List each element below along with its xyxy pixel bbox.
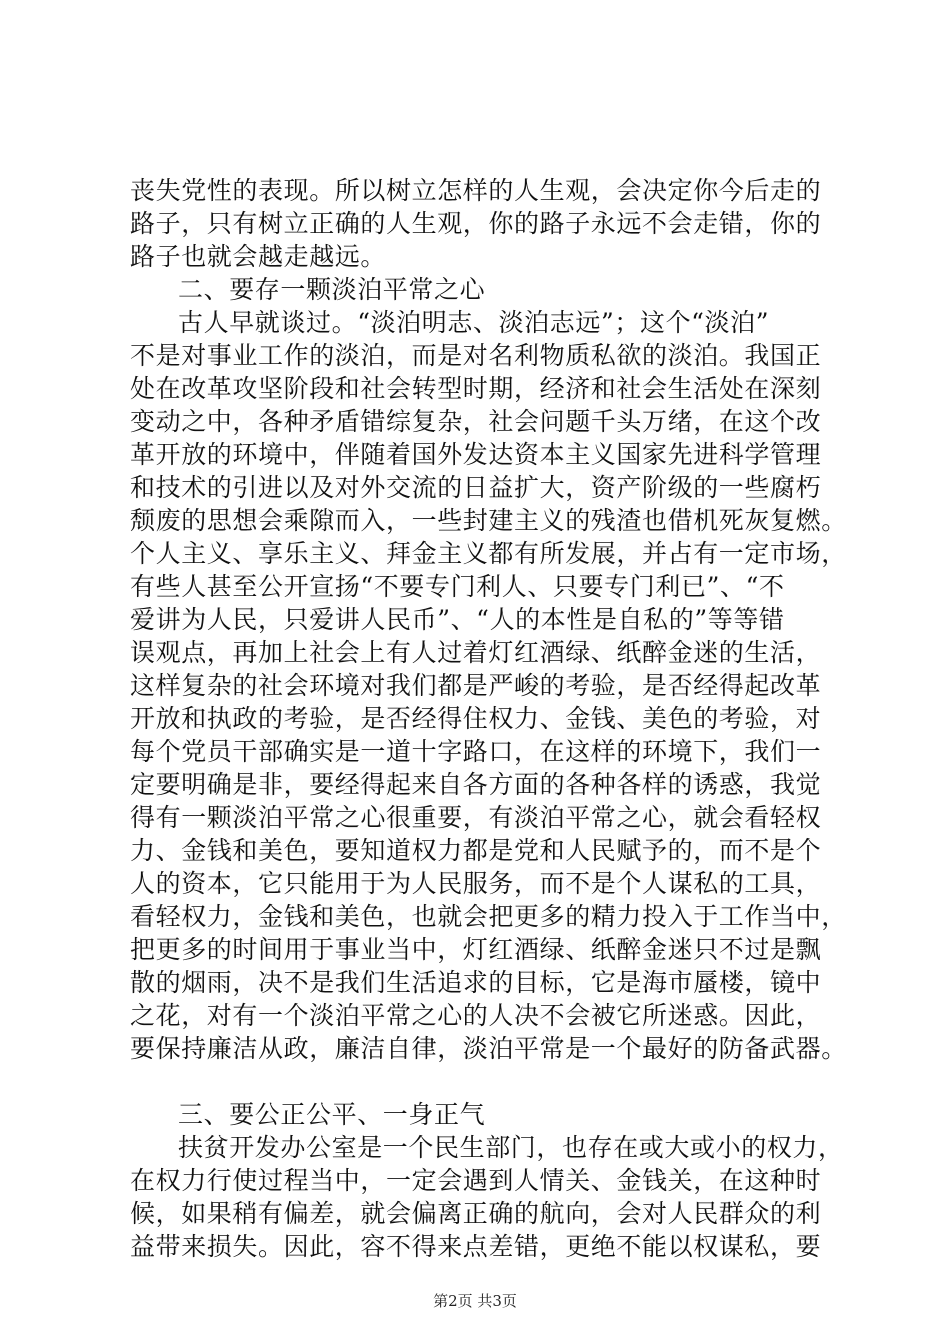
paragraph-line: 每个党员干部确实是一道十字路口，在这样的环境下，我们一 — [130, 737, 822, 766]
paragraph-line: 爱讲为人民，只爱讲人民币”、“人的本性是自私的”等等错 — [130, 605, 785, 634]
paragraph-line: 不是对事业工作的淡泊，而是对名利物质私欲的淡泊。我国正 — [130, 341, 822, 370]
page-footer: 第2页 共3页 — [433, 1292, 517, 1310]
paragraph-line: 开放和执政的考验，是否经得住权力、金钱、美色的考验，对 — [130, 704, 822, 733]
paragraph-line: 有些人甚至公开宣扬“不要专门利人、只要专门利已”、“不 — [130, 572, 785, 601]
paragraph-line: 定要明确是非，要经得起来自各方面的各种各样的诱惑，我觉 — [130, 770, 822, 799]
paragraph-line: 变动之中，各种矛盾错综复杂，社会问题千头万绪，在这个改 — [130, 407, 822, 436]
paragraph-line: 颓废的思想会乘隙而入，一些封建主义的残渣也借机死灰复燃。 — [130, 506, 847, 535]
paragraph-line: 路子，只有树立正确的人生观，你的路子永远不会走错，你的 — [130, 209, 822, 238]
paragraph-line: 和技术的引进以及对外交流的日益扩大，资产阶级的一些腐朽 — [130, 473, 822, 502]
paragraph-line: 看轻权力，金钱和美色，也就会把更多的精力投入于工作当中， — [130, 902, 847, 931]
paragraph-line: 得有一颗淡泊平常之心很重要，有淡泊平常之心，就会看轻权 — [130, 803, 822, 832]
paragraph-line: 人的资本，它只能用于为人民服务，而不是个人谋私的工具， — [130, 869, 822, 898]
paragraph-line: 这样复杂的社会环境对我们都是严峻的考验，是否经得起改革 — [130, 671, 822, 700]
paragraph-line: 力、金钱和美色，要知道权力都是党和人民赋予的，而不是个 — [130, 836, 822, 865]
paragraph-line: 之花，对有一个淡泊平常之心的人决不会被它所迷惑。因此， — [130, 1001, 822, 1030]
paragraph-line: 候，如果稍有偏差，就会偏离正确的航向，会对人民群众的利 — [130, 1199, 822, 1228]
paragraph-line: 扶贫开发办公室是一个民生部门，也存在或大或小的权力， — [178, 1133, 844, 1162]
paragraph-line: 革开放的环境中，伴随着国外发达资本主义国家先进科学管理 — [130, 440, 822, 469]
paragraph-line: 把更多的时间用于事业当中，灯红酒绿、纸醉金迷只不过是飘 — [130, 935, 822, 964]
paragraph-line: 在权力行使过程当中，一定会遇到人情关、金钱关，在这种时 — [130, 1166, 822, 1195]
paragraph-line: 处在改革攻坚阶段和社会转型时期，经济和社会生活处在深刻 — [130, 374, 822, 403]
section-heading: 三、要公正公平、一身正气 — [178, 1100, 486, 1129]
section-heading: 二、要存一颗淡泊平常之心 — [178, 275, 486, 304]
paragraph-line: 益带来损失。因此，容不得来点差错，更绝不能以权谋私，要 — [130, 1232, 822, 1261]
paragraph-line: 古人早就谈过。“淡泊明志、淡泊志远”；这个“淡泊” — [178, 308, 770, 337]
paragraph-line: 丧失党性的表现。所以树立怎样的人生观，会决定你今后走的 — [130, 176, 822, 205]
paragraph-line: 散的烟雨，决不是我们生活追求的目标，它是海市蜃楼，镜中 — [130, 968, 822, 997]
paragraph-line: 误观点，再加上社会上有人过着灯红酒绿、纸醉金迷的生活， — [130, 638, 822, 667]
paragraph-line: 要保持廉洁从政，廉洁自律，淡泊平常是一个最好的防备武器。 — [130, 1034, 847, 1063]
paragraph-line: 路子也就会越走越远。 — [130, 242, 387, 271]
paragraph-line: 个人主义、享乐主义、拜金主义都有所发展，并占有一定市场， — [130, 539, 847, 568]
